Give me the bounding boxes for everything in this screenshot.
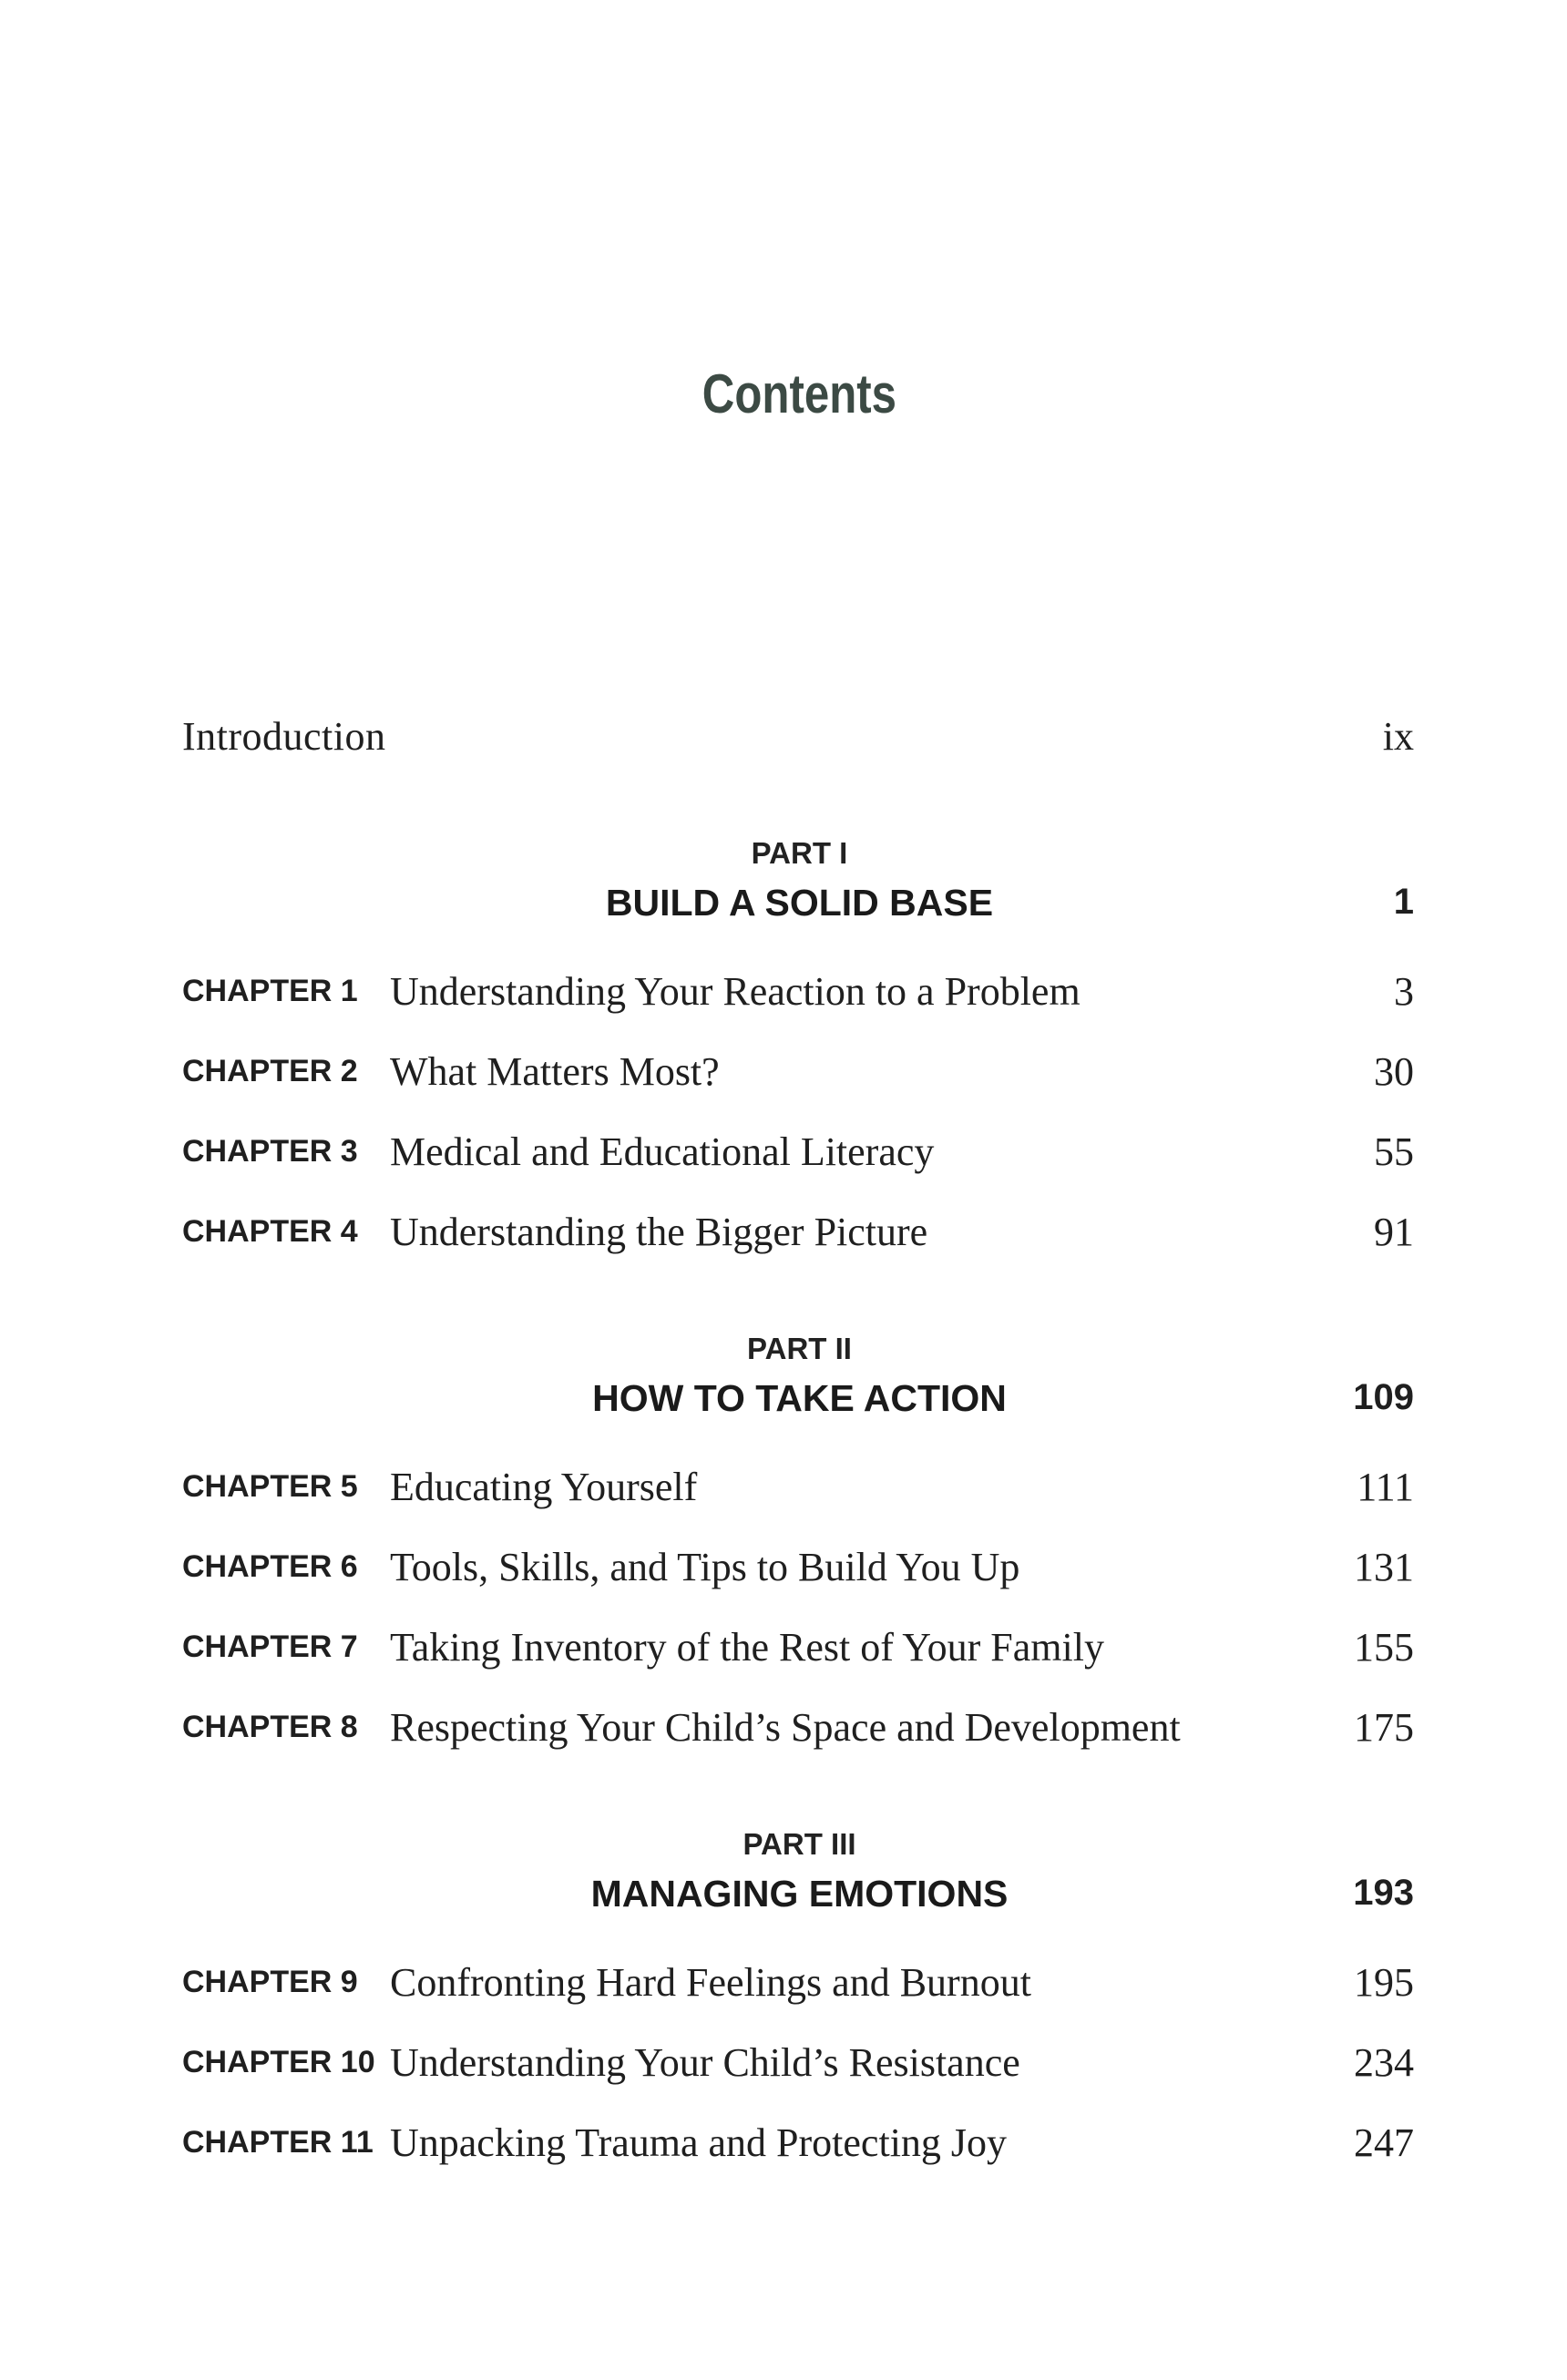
chapter-label: CHAPTER 4 bbox=[182, 1214, 358, 1249]
toc-chapter-row[interactable] bbox=[182, 1959, 1414, 2023]
chapter-title: What Matters Most? bbox=[390, 1049, 720, 1094]
toc-chapter-row[interactable] bbox=[182, 1209, 1414, 1272]
chapter-page: 234 bbox=[1354, 2040, 1414, 2085]
toc-chapter-row[interactable] bbox=[182, 2120, 1414, 2183]
part-title: HOW TO TAKE ACTION bbox=[592, 1377, 1007, 1419]
toc-chapter-row[interactable] bbox=[182, 968, 1414, 1032]
chapter-page: 111 bbox=[1357, 1465, 1414, 1509]
toc-entry-page: ix bbox=[1382, 714, 1414, 759]
chapter-title: Tools, Skills, and Tips to Build You Up bbox=[390, 1545, 1020, 1589]
chapter-title: Medical and Educational Literacy bbox=[390, 1129, 935, 1174]
part-heading[interactable] bbox=[182, 1377, 1414, 1432]
chapter-label: CHAPTER 5 bbox=[182, 1469, 358, 1504]
part-heading[interactable] bbox=[182, 882, 1414, 936]
part-page: 193 bbox=[1353, 1873, 1414, 1913]
toc-entry-label: Introduction bbox=[182, 714, 386, 759]
chapter-page: 3 bbox=[1394, 969, 1414, 1014]
chapter-label: CHAPTER 11 bbox=[182, 2125, 374, 2160]
chapter-page: 195 bbox=[1354, 1960, 1414, 2005]
part-label: PART II bbox=[747, 1332, 852, 1365]
toc-chapter-row[interactable] bbox=[182, 2039, 1414, 2103]
chapter-label: CHAPTER 6 bbox=[182, 1549, 358, 1584]
chapter-page: 131 bbox=[1354, 1545, 1414, 1589]
chapter-page: 155 bbox=[1354, 1625, 1414, 1670]
chapter-page: 247 bbox=[1354, 2120, 1414, 2165]
toc-chapter-row[interactable] bbox=[182, 1464, 1414, 1527]
part-title: BUILD A SOLID BASE bbox=[605, 882, 994, 924]
chapter-label: CHAPTER 9 bbox=[182, 1965, 358, 1999]
chapter-title: Respecting Your Child’s Space and Development bbox=[390, 1705, 1181, 1750]
part-label: PART III bbox=[743, 1827, 856, 1861]
chapter-label: CHAPTER 8 bbox=[182, 1710, 358, 1744]
toc-chapter-row[interactable] bbox=[182, 1544, 1414, 1608]
chapter-title: Understanding Your Reaction to a Problem bbox=[390, 969, 1081, 1014]
chapter-page: 30 bbox=[1374, 1049, 1414, 1094]
toc-chapter-row[interactable] bbox=[182, 1129, 1414, 1192]
chapter-page: 91 bbox=[1374, 1210, 1414, 1254]
chapter-label: CHAPTER 3 bbox=[182, 1134, 358, 1169]
chapter-title: Confronting Hard Feelings and Burnout bbox=[390, 1960, 1031, 2005]
part-page: 1 bbox=[1393, 882, 1414, 922]
chapter-page: 55 bbox=[1374, 1129, 1414, 1174]
part-title: MANAGING EMOTIONS bbox=[590, 1873, 1009, 1915]
chapter-title: Understanding the Bigger Picture bbox=[390, 1210, 928, 1254]
toc-chapter-row[interactable] bbox=[182, 1704, 1414, 1768]
page-title: Contents bbox=[702, 363, 896, 424]
chapter-title: Understanding Your Child’s Resistance bbox=[390, 2040, 1020, 2085]
chapter-title: Educating Yourself bbox=[390, 1465, 698, 1509]
chapter-label: CHAPTER 2 bbox=[182, 1054, 358, 1088]
chapter-label: CHAPTER 10 bbox=[182, 2045, 375, 2079]
chapter-title: Taking Inventory of the Rest of Your Family bbox=[390, 1625, 1104, 1670]
chapter-label: CHAPTER 1 bbox=[182, 974, 358, 1008]
chapter-label: CHAPTER 7 bbox=[182, 1629, 358, 1664]
toc-entry-introduction[interactable] bbox=[182, 713, 1414, 777]
part-label: PART I bbox=[751, 836, 848, 870]
chapter-title: Unpacking Trauma and Protecting Joy bbox=[390, 2120, 1008, 2165]
part-heading[interactable] bbox=[182, 1873, 1414, 1927]
toc-chapter-row[interactable] bbox=[182, 1624, 1414, 1688]
toc-chapter-row[interactable] bbox=[182, 1048, 1414, 1112]
chapter-page: 175 bbox=[1354, 1705, 1414, 1750]
part-page: 109 bbox=[1353, 1377, 1414, 1417]
